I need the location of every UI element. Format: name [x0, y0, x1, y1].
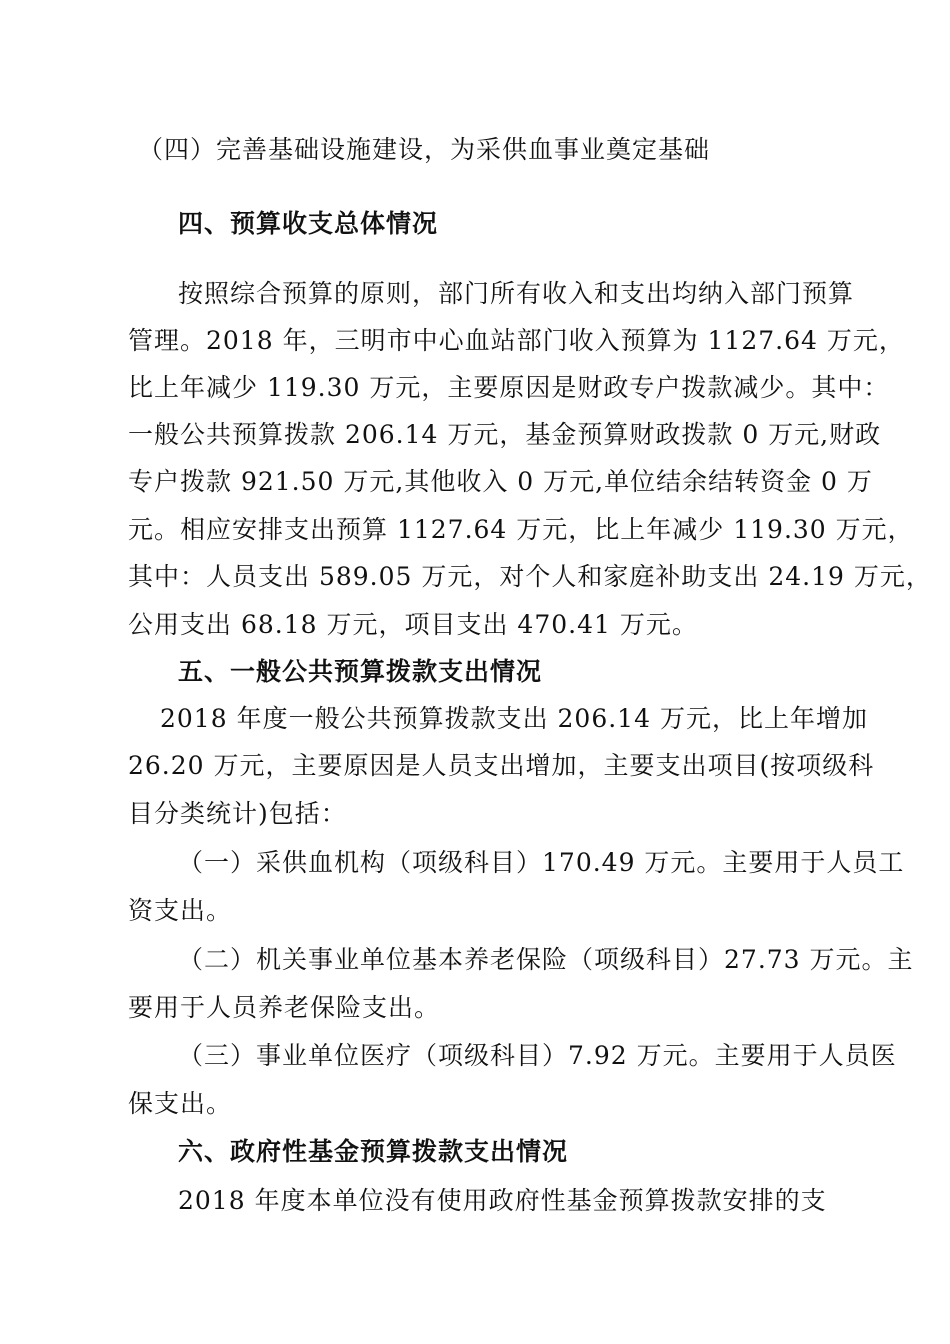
paragraph-line: 专户拨款 921.50 万元,其他收入 0 万元,单位结余结转资金 0 万 — [128, 467, 873, 496]
paragraph-line: 26.20 万元，主要原因是人员支出增加，主要支出项目(按项级科 — [128, 751, 875, 780]
subsection-heading-4: （四）完善基础设施建设，为采供血事业奠定基础 — [138, 135, 711, 164]
paragraph-line: 2018 年度一般公共预算拨款支出 206.14 万元，比上年增加 — [160, 704, 868, 733]
paragraph-line: 按照综合预算的原则，部门所有收入和支出均纳入部门预算 — [178, 279, 855, 308]
list-item-line: （一）采供血机构（项级科目）170.49 万元。主要用于人员工 — [178, 848, 905, 877]
list-item-line: （三）事业单位医疗（项级科目）7.92 万元。主要用于人员医 — [178, 1041, 897, 1070]
list-item-line: 资支出。 — [128, 896, 233, 925]
section-heading-budget-overview: 四、预算收支总体情况 — [178, 209, 439, 238]
list-item-line: 保支出。 — [128, 1089, 233, 1118]
paragraph-line: 其中：人员支出 589.05 万元，对个人和家庭补助支出 24.19 万元， — [128, 562, 932, 591]
section-heading-general-budget: 五、一般公共预算拨款支出情况 — [178, 657, 543, 686]
section-heading-fund-budget: 六、政府性基金预算拨款支出情况 — [178, 1137, 569, 1166]
paragraph-line: 管理。2018 年，三明市中心血站部门收入预算为 1127.64 万元， — [128, 326, 905, 355]
list-item-line: 要用于人员养老保险支出。 — [128, 993, 441, 1022]
paragraph-line: 2018 年度本单位没有使用政府性基金预算拨款安排的支 — [178, 1186, 827, 1215]
paragraph-line: 目分类统计)包括： — [128, 799, 347, 828]
list-item-line: （二）机关事业单位基本养老保险（项级科目）27.73 万元。主 — [178, 945, 914, 974]
paragraph-line: 元。相应安排支出预算 1127.64 万元，比上年减少 119.30 万元， — [128, 515, 914, 544]
paragraph-line: 一般公共预算拨款 206.14 万元，基金预算财政拨款 0 万元,财政 — [128, 420, 882, 449]
paragraph-line: 公用支出 68.18 万元，项目支出 470.41 万元。 — [128, 610, 698, 639]
paragraph-line: 比上年减少 119.30 万元，主要原因是财政专户拨款减少。其中： — [128, 373, 890, 402]
